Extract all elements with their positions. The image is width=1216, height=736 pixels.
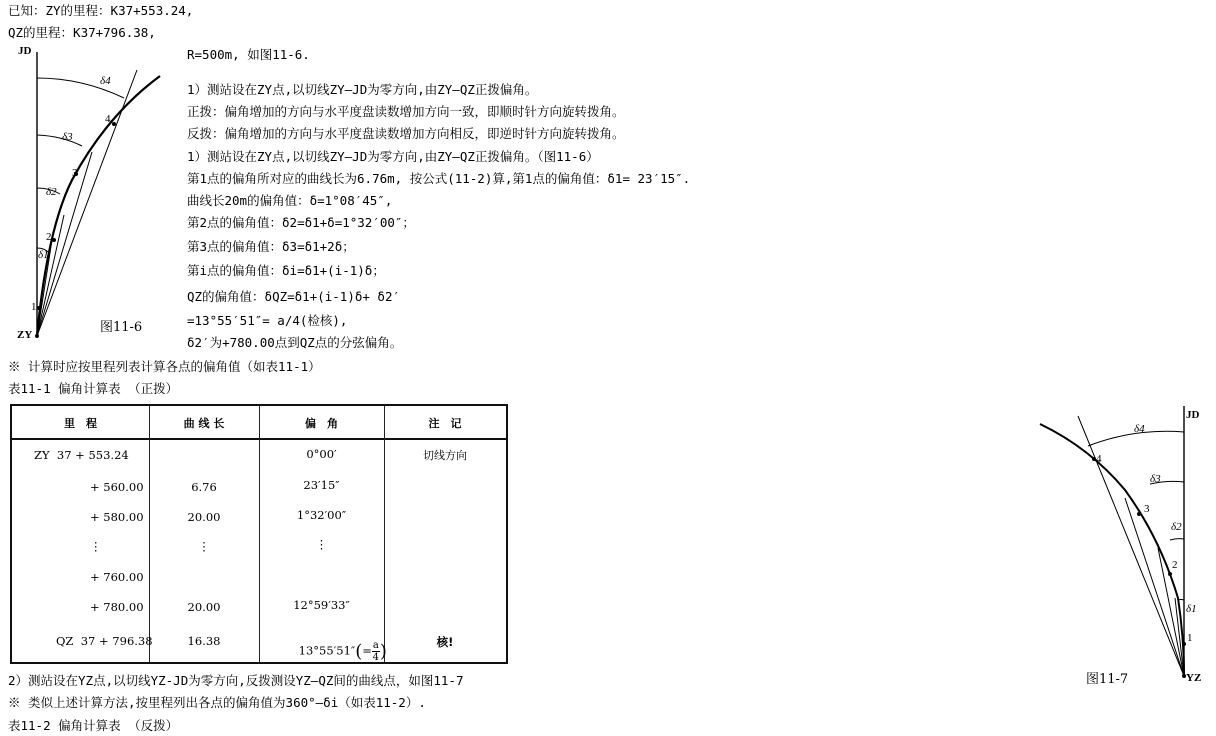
header-length: 曲 线 长 bbox=[183, 417, 225, 430]
table-row-3-station: ⋮ bbox=[90, 539, 102, 553]
fraction-numerator: a bbox=[372, 640, 379, 651]
step-9: 第i点的偏角值：δi=δ1+(i-1)δ； bbox=[187, 263, 385, 278]
note-2: ※ 类似上述计算方法,按里程列出各点的偏角值为360°—δi（如表11-2）. bbox=[8, 695, 426, 710]
step-5: 第1点的偏角所对应的曲线长为6.76m, 按公式(11-2)算,第1点的偏角值：δ1= 23′15″. bbox=[187, 171, 691, 186]
table-divider-1 bbox=[149, 406, 150, 662]
table-1-caption: 表11-1 偏角计算表 （正拨） bbox=[8, 381, 179, 396]
table-row-0-station: ZY 37 + 553.24 bbox=[34, 448, 129, 462]
fig1-delta-2: δ2 bbox=[46, 186, 57, 198]
known-line-3: R=500m, 如图11-6. bbox=[187, 47, 310, 62]
table-row-2-angle: 1°32′00″ bbox=[296, 508, 347, 522]
table-row-6-angle-group: 13°55′51″(= $\frac{a}{4}$ ) bbox=[298, 640, 387, 663]
table-row-1-length: 6.76 bbox=[191, 480, 217, 494]
fig2-yz-label: YZ bbox=[1186, 672, 1202, 684]
header-note: 注 记 bbox=[428, 417, 462, 430]
table-row-2-length: 20.00 bbox=[187, 510, 221, 524]
table-row-6-note: 核! bbox=[436, 635, 454, 649]
table-row-6-length: 16.38 bbox=[187, 634, 221, 648]
fig2-jd-label: JD bbox=[1186, 409, 1200, 421]
fig2-delta-1: δ1 bbox=[1186, 603, 1197, 615]
fig1-delta-1: δ1 bbox=[38, 249, 49, 261]
table-row-6-angle: 13°55′51″ bbox=[298, 643, 356, 658]
fig2-point-4: 4 bbox=[1096, 453, 1102, 465]
step-13: 2）测站设在YZ点,以切线YZ-JD为零方向,反拨测设YZ—QZ间的曲线点，如图11-7 bbox=[8, 673, 464, 688]
table-row-5-length: 20.00 bbox=[187, 600, 221, 614]
step-3: 反拨：偏角增加的方向与水平度盘读数增加方向相反，即逆时针方向旋转拨角。 bbox=[187, 126, 625, 141]
fig2-delta-3: δ3 bbox=[1150, 473, 1161, 485]
known-line-2: QZ的里程：K37+796.38, bbox=[8, 25, 156, 40]
fig1-delta-3: δ3 bbox=[62, 131, 73, 143]
table-row-3-length: ⋮ bbox=[198, 539, 210, 553]
fig2-point-1: 1 bbox=[1187, 632, 1193, 644]
fig1-jd-label: JD bbox=[18, 45, 32, 57]
fraction bbox=[372, 640, 380, 663]
header-station: 里 程 bbox=[64, 417, 97, 430]
table-row-1-angle: 23′15″ bbox=[303, 478, 340, 492]
figure-11-7 bbox=[1030, 398, 1214, 688]
table-row-6-station: QZ 37 + 796.38 bbox=[56, 634, 153, 648]
step-12: δ2′为+780.00点到QZ点的分弦偏角。 bbox=[187, 335, 403, 350]
fig1-point-1: 1 bbox=[31, 301, 37, 313]
step-6: 曲线长20m的偏角值：δ=1°08′45″, bbox=[187, 193, 393, 208]
fig1-delta-4: δ4 bbox=[100, 75, 111, 87]
step-4: 1）测站设在ZY点,以切线ZY—JD为零方向,由ZY—QZ正拨偏角。（图11-6） bbox=[187, 149, 599, 164]
fig2-point-3: 3 bbox=[1144, 503, 1150, 515]
fig2-caption: 图11-7 bbox=[1086, 672, 1129, 687]
known-line-1: 已知：ZY的里程：K37+553.24, bbox=[8, 3, 194, 18]
table-row-4-station: + 760.00 bbox=[90, 570, 144, 584]
table-row-0-note: 切线方向 bbox=[423, 449, 467, 462]
fig2-delta-4: δ4 bbox=[1134, 423, 1145, 435]
table-2-caption: 表11-2 偏角计算表 （反拨） bbox=[8, 718, 179, 733]
table-11-1 bbox=[10, 404, 508, 664]
table-divider-2 bbox=[259, 406, 260, 662]
fig1-zy-label: ZY bbox=[17, 329, 33, 341]
fraction-denominator: 4 bbox=[372, 652, 380, 663]
note-1: ※ 计算时应按里程列表计算各点的偏角值（如表11-1） bbox=[8, 359, 321, 374]
step-10: QZ的偏角值：δQZ=δ1+(i-1)δ+ δ2′ bbox=[187, 289, 401, 304]
step-7: 第2点的偏角值：δ2=δ1+δ=1°32′00″； bbox=[187, 215, 415, 230]
step-11: =13°55′51″= a/4(检核), bbox=[187, 313, 348, 328]
fig2-point-2: 2 bbox=[1172, 559, 1178, 571]
table-row-5-angle: 12°59′33″ bbox=[293, 598, 350, 612]
figure-11-6 bbox=[12, 40, 172, 345]
step-8: 第3点的偏角值：δ3=δ1+2δ； bbox=[187, 239, 355, 254]
fig1-caption: 图11-6 bbox=[100, 320, 143, 335]
table-row-2-station: + 580.00 bbox=[90, 510, 144, 524]
table-row-0-angle: 0°00′ bbox=[306, 447, 337, 461]
step-2: 正拨：偏角增加的方向与水平度盘读数增加方向一致，即顺时针方向旋转拨角。 bbox=[187, 104, 625, 119]
step-1: 1）测站设在ZY点,以切线ZY—JD为零方向,由ZY—QZ正拨偏角。 bbox=[187, 82, 538, 97]
fig1-point-4: 4 bbox=[105, 113, 111, 125]
table-divider-3 bbox=[384, 406, 385, 662]
table-row-3-angle: ⋮ bbox=[315, 537, 328, 551]
table-row-6-angle-eq: = bbox=[362, 643, 372, 658]
header-angle: 偏 角 bbox=[305, 417, 338, 430]
table-row-5-station: + 780.00 bbox=[90, 600, 144, 614]
fig1-point-2: 2 bbox=[46, 231, 52, 243]
fig2-delta-2: δ2 bbox=[1171, 521, 1182, 533]
table-row-1-station: + 560.00 bbox=[90, 480, 144, 494]
fig1-point-3: 3 bbox=[72, 167, 78, 179]
